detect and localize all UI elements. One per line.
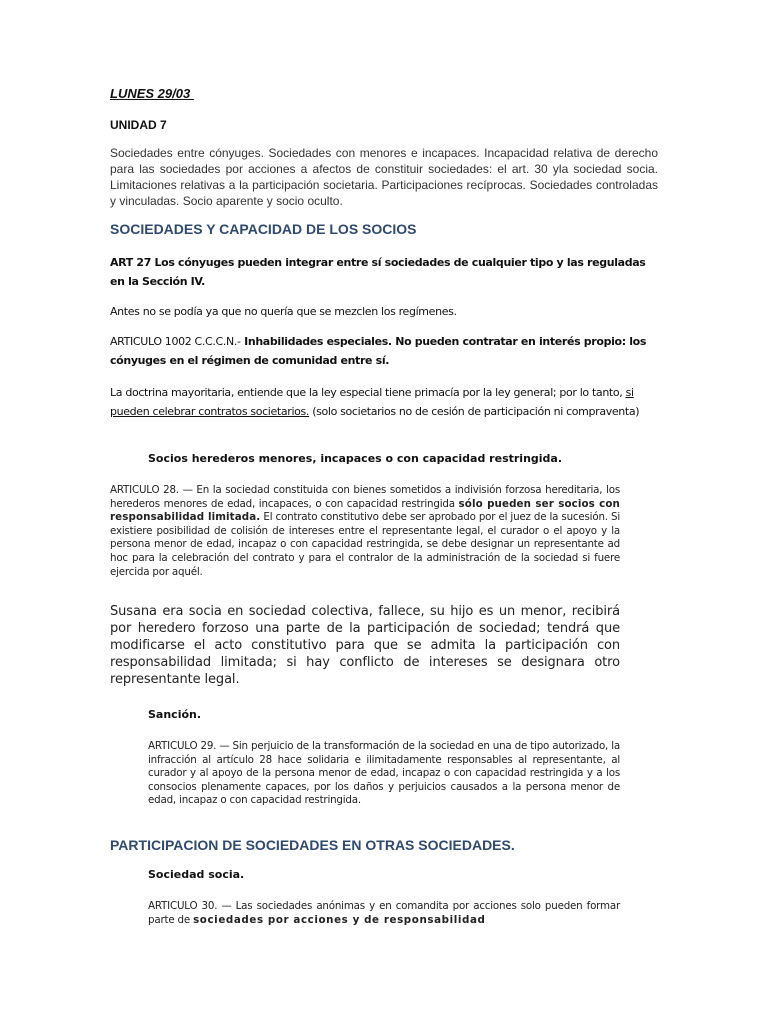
article-1002-paragraph xyxy=(110,332,658,370)
article-29-paragraph: ARTICULO 29. — Sin perjuicio de la transformación de la sociedad en una de tipo autorizado, la infracción al artículo 28 hace solidaria e ilimitadamente responsables al representante, al curador y al apoyo de la persona menor de edad, incapaz o con capacidad restringida y a los consocios plenamente capaces, por los daños y perjuicios causados a la persona menor de edad, incapaz o con capacidad restringida. xyxy=(148,740,620,807)
article-30-text-before: ARTICULO 30. — Las sociedades anónimas y en comandita por acciones solo pueden formar parte de xyxy=(148,900,620,926)
article-28-bold-text: sólo pueden ser socios con responsabilidad limitada. xyxy=(110,497,620,524)
susana-example-paragraph: Susana era socia en sociedad colectiva, fallece, su hijo es un menor, recibirá por heredero forzoso una parte de la participación de sociedad; tendrá que modificarse el acto constitutivo para que se admita la participación con responsabilidad limitada; si hay conflicto de intereses se designara otro representante legal. xyxy=(110,604,620,687)
article-1002-label: ARTICULO 1002 C.C.C.N.- xyxy=(110,335,241,348)
article-28-text-before: ARTICULO 28. — En la sociedad constituida con bienes sometidos a indivisión forzosa hereditaria, los herederos menores de edad, incapaces, o con capacidad restringida xyxy=(110,484,620,510)
subtitle-herederos: Socios herederos menores, incapaces o con capacidad restringida. xyxy=(148,452,563,465)
doctrina-underlined-text: si pueden celebrar contratos societarios. xyxy=(110,386,634,418)
subtitle-sociedad-socia: Sociedad socia. xyxy=(148,868,245,881)
doctrina-text-after: (solo societarios no de cesión de participación ni compraventa) xyxy=(309,405,640,418)
antes-paragraph: Antes no se podía ya que no quería que se mezclen los regímenes. xyxy=(110,305,457,318)
article-1002-text: Inhabilidades especiales. No pueden contratar en interés propio: los cónyuges en el régimen de comunidad entre sí. xyxy=(110,335,647,367)
subtitle-sancion: Sanción. xyxy=(148,708,202,721)
article-30-paragraph xyxy=(148,900,620,927)
section-heading-participacion: PARTICIPACION DE SOCIEDADES EN OTRAS SOCIEDADES. xyxy=(110,837,515,853)
section-heading-capacity: SOCIEDADES Y CAPACIDAD DE LOS SOCIOS xyxy=(110,221,417,237)
doctrina-text-before: La doctrina mayoritaria, entiende que la ley especial tiene primacía por la ley general; por lo tanto, xyxy=(110,386,626,399)
article-30-bold-text: sociedades por acciones y de responsabilidad xyxy=(193,913,486,926)
unit-title: UNIDAD 7 xyxy=(110,118,167,132)
article-28-text-after: El contrato constitutivo debe ser aprobado por el juez de la sucesión. Si existiere posibilidad de colisión de intereses entre el representante legal, el curador o el apoyo y la persona menor de edad, incapaz o con capacidad restringida, se debe designar un representante ad hoc para la celebración del contrato y para el contralor de la administración de la sociedad si fuere ejercida por aquél. xyxy=(110,511,620,578)
article-27-paragraph: ART 27 Los cónyuges pueden integrar entre sí sociedades de cualquier tipo y las reguladas en la Sección IV. xyxy=(110,256,646,288)
article-28-paragraph xyxy=(110,484,620,579)
doctrina-paragraph xyxy=(110,383,658,421)
lesson-date: LUNES 29/03 xyxy=(110,86,194,101)
unit-summary: Sociedades entre cónyuges. Sociedades con menores e incapaces. Incapacidad relativa de derecho para las sociedades por acciones a afectos de constituir sociedades: el art. 30 yla sociedad socia. Limitaciones relativas a la participación societaria. Participaciones recíprocas. Sociedades controladas y vinculadas. Socio aparente y socio oculto. xyxy=(110,146,658,208)
